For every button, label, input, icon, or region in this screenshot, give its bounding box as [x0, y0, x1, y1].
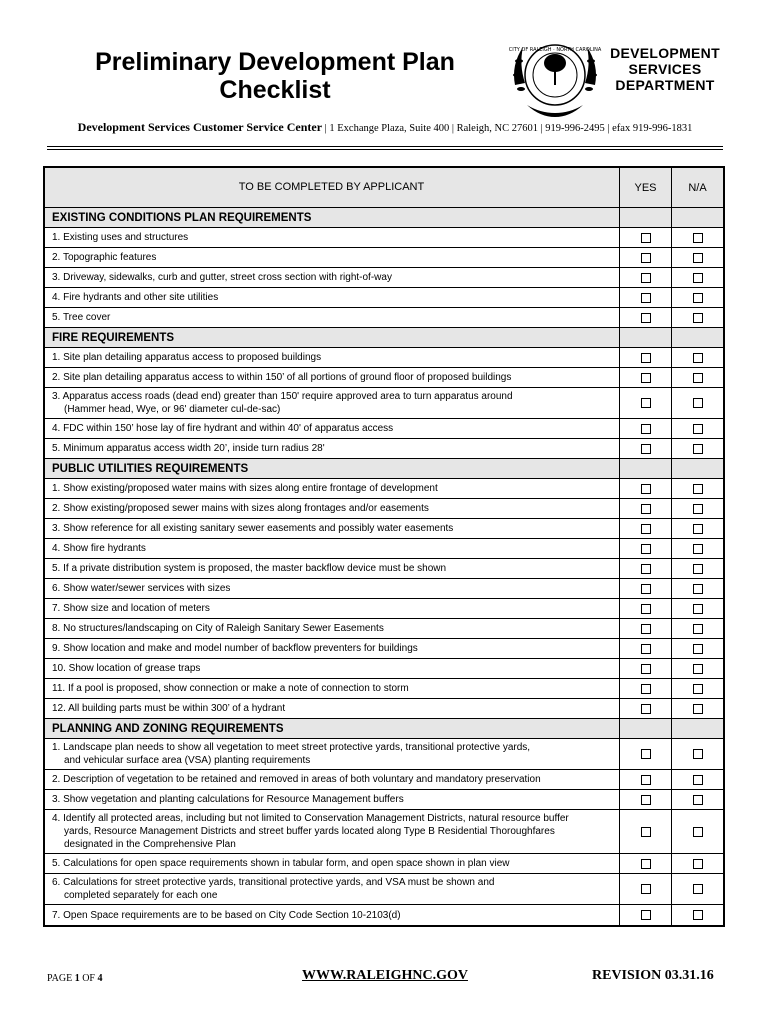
- yes-cell: [620, 439, 672, 458]
- item-text: 1. Existing uses and structures: [52, 232, 189, 243]
- item-text: 4. FDC within 150’ hose lay of fire hydrant and within 40' of apparatus access: [52, 423, 394, 434]
- yes-checkbox[interactable]: [641, 704, 651, 714]
- item-text: 7. Show size and location of meters: [52, 603, 210, 614]
- item-cell: [45, 499, 620, 518]
- yes-cell: [620, 559, 672, 578]
- yes-checkbox[interactable]: [641, 544, 651, 554]
- yes-checkbox[interactable]: [641, 353, 651, 363]
- na-checkbox[interactable]: [693, 444, 703, 454]
- na-checkbox[interactable]: [693, 859, 703, 869]
- na-cell: [672, 228, 723, 247]
- section-header: [45, 208, 723, 228]
- seal-text: CITY OF RALEIGH · NORTH CAROLINA: [508, 47, 602, 53]
- checklist-row: [45, 519, 723, 539]
- item-cell: [45, 599, 620, 618]
- dept-line-3: DEPARTMENT: [615, 77, 715, 93]
- department-logo: [600, 45, 730, 93]
- item-cell: [45, 639, 620, 658]
- item-text: 12. All building parts must be within 300’ of a hydrant: [52, 703, 286, 714]
- yes-cell: [620, 790, 672, 809]
- contact-info: [0, 120, 770, 135]
- checklist-row: [45, 659, 723, 679]
- yes-checkbox[interactable]: [641, 644, 651, 654]
- yes-cell: [620, 479, 672, 498]
- checklist-row: [45, 388, 723, 419]
- na-cell: [672, 388, 723, 418]
- checklist-row: [45, 854, 723, 874]
- checklist-row: [45, 539, 723, 559]
- checklist-row: [45, 619, 723, 639]
- title-line-1: Preliminary Development Plan: [95, 48, 455, 76]
- checklist-row: [45, 874, 723, 905]
- item-cell: [45, 248, 620, 267]
- na-cell: [672, 559, 723, 578]
- na-cell: [672, 874, 723, 904]
- yes-checkbox[interactable]: [641, 827, 651, 837]
- yes-cell: [620, 419, 672, 438]
- na-cell: [672, 308, 723, 327]
- checklist-row: [45, 905, 723, 925]
- section-yes-cell: [620, 208, 672, 227]
- item-cell: [45, 679, 620, 698]
- item-cell: [45, 810, 620, 853]
- header-divider: [47, 146, 723, 147]
- yes-cell: [620, 519, 672, 538]
- yes-cell: [620, 699, 672, 718]
- yes-checkbox[interactable]: [641, 604, 651, 614]
- yes-checkbox[interactable]: [641, 398, 651, 408]
- na-cell: [672, 619, 723, 638]
- item-text: 2. Site plan detailing apparatus access to within 150’ of all portions of ground floor of proposed buildings: [52, 372, 512, 383]
- checklist-row: [45, 288, 723, 308]
- header-label: TO BE COMPLETED BY APPLICANT: [45, 168, 620, 207]
- na-checkbox[interactable]: [693, 827, 703, 837]
- section-na-cell: [672, 459, 723, 478]
- na-checkbox[interactable]: [693, 795, 703, 805]
- na-cell: [672, 659, 723, 678]
- na-cell: [672, 699, 723, 718]
- na-checkbox[interactable]: [693, 564, 703, 574]
- yes-cell: [620, 679, 672, 698]
- dept-line-1: DEVELOPMENT: [610, 45, 720, 61]
- section-yes-cell: [620, 328, 672, 347]
- checklist-row: [45, 679, 723, 699]
- section-title: EXISTING CONDITIONS PLAN REQUIREMENTS: [45, 208, 620, 227]
- na-checkbox[interactable]: [693, 584, 703, 594]
- section-yes-cell: [620, 459, 672, 478]
- item-cell: [45, 348, 620, 367]
- item-text: 3. Driveway, sidewalks, curb and gutter, street cross section with right-of-way: [52, 272, 392, 283]
- item-cell: [45, 288, 620, 307]
- yes-checkbox[interactable]: [641, 313, 651, 323]
- checklist-row: [45, 419, 723, 439]
- item-text: 8. No structures/landscaping on City of Raleigh Sanitary Sewer Easements: [52, 623, 384, 634]
- checklist-row: [45, 479, 723, 499]
- item-cell: [45, 419, 620, 438]
- yes-cell: [620, 739, 672, 769]
- yes-cell: [620, 810, 672, 853]
- yes-cell: [620, 348, 672, 367]
- na-checkbox[interactable]: [693, 664, 703, 674]
- item-text: 5. Minimum apparatus access width 20’, inside turn radius 28': [52, 443, 325, 454]
- yes-checkbox[interactable]: [641, 795, 651, 805]
- na-checkbox[interactable]: [693, 233, 703, 243]
- yes-cell: [620, 854, 672, 873]
- yes-cell: [620, 874, 672, 904]
- na-checkbox[interactable]: [693, 624, 703, 634]
- section-header: [45, 459, 723, 479]
- yes-cell: [620, 268, 672, 287]
- header-yes: YES: [620, 168, 672, 207]
- item-cell: [45, 519, 620, 538]
- na-checkbox[interactable]: [693, 424, 703, 434]
- yes-checkbox[interactable]: [641, 373, 651, 383]
- yes-cell: [620, 388, 672, 418]
- na-cell: [672, 539, 723, 558]
- item-cell: [45, 579, 620, 598]
- header-na: N/A: [688, 181, 707, 194]
- na-checkbox[interactable]: [693, 504, 703, 514]
- title-line-2: Checklist: [219, 76, 331, 104]
- item-cell: [45, 479, 620, 498]
- header-divider-2: [47, 149, 723, 150]
- item-text: 6. Show water/sewer services with sizes: [52, 583, 231, 594]
- item-text: 2. Description of vegetation to be retained and removed in areas of both voluntary and mandatory preservation: [52, 774, 541, 785]
- checklist-row: [45, 699, 723, 719]
- checklist-row: [45, 368, 723, 388]
- yes-cell: [620, 599, 672, 618]
- checklist-row: [45, 599, 723, 619]
- section-header: [45, 719, 723, 739]
- yes-checkbox[interactable]: [641, 253, 651, 263]
- section-title: PUBLIC UTILITIES REQUIREMENTS: [45, 459, 620, 478]
- checklist-row: [45, 579, 723, 599]
- item-text: 3. Show vegetation and planting calculations for Resource Management buffers: [52, 794, 404, 805]
- yes-checkbox[interactable]: [641, 444, 651, 454]
- item-cell: [45, 699, 620, 718]
- item-cell: [45, 874, 620, 904]
- yes-checkbox[interactable]: [641, 749, 651, 759]
- na-cell: [672, 679, 723, 698]
- yes-cell: [620, 248, 672, 267]
- page-title: [60, 48, 490, 104]
- checklist-row: [45, 228, 723, 248]
- checklist-row: [45, 739, 723, 770]
- na-cell: [672, 248, 723, 267]
- na-cell: [672, 579, 723, 598]
- item-cell: [45, 770, 620, 789]
- checklist-row: [45, 639, 723, 659]
- na-cell: [672, 810, 723, 853]
- yes-cell: [620, 228, 672, 247]
- item-text: 7. Open Space requirements are to be based on City Code Section 10-2103(d): [52, 909, 401, 921]
- website-link[interactable]: WWW.RALEIGHNC.GOV: [302, 968, 468, 983]
- item-text: 5. Tree cover: [52, 312, 111, 323]
- na-checkbox[interactable]: [693, 373, 703, 383]
- item-cell: [45, 228, 620, 247]
- na-cell: [672, 368, 723, 387]
- item-cell: [45, 268, 620, 287]
- page-number: 1: [74, 973, 80, 984]
- yes-checkbox[interactable]: [641, 775, 651, 785]
- yes-checkbox[interactable]: [641, 859, 651, 869]
- table-header: [45, 168, 723, 208]
- na-checkbox[interactable]: [693, 273, 703, 283]
- na-cell: [672, 439, 723, 458]
- checklist-row: [45, 790, 723, 810]
- na-checkbox[interactable]: [693, 884, 703, 894]
- yes-cell: [620, 659, 672, 678]
- item-cell: [45, 559, 620, 578]
- item-text: 9. Show location and make and model number of backflow preventers for buildings: [52, 643, 418, 654]
- city-seal-logo: [505, 25, 605, 125]
- item-text: 2. Show existing/proposed sewer mains with sizes along frontages and/or easements: [52, 503, 429, 514]
- page-total: 4: [97, 973, 103, 984]
- yes-checkbox[interactable]: [641, 233, 651, 243]
- item-cell: [45, 388, 620, 418]
- checklist-row: [45, 770, 723, 790]
- yes-checkbox[interactable]: [641, 424, 651, 434]
- item-cell: [45, 308, 620, 327]
- item-text: 1. Show existing/proposed water mains with sizes along entire frontage of development: [52, 483, 438, 494]
- na-cell: [672, 348, 723, 367]
- na-checkbox[interactable]: [693, 775, 703, 785]
- yes-checkbox[interactable]: [641, 564, 651, 574]
- yes-checkbox[interactable]: [641, 524, 651, 534]
- item-text: 4. Identify all protected areas, including but not limited to Conservation Management Districts, natural resource buffer: [52, 813, 569, 824]
- yes-cell: [620, 905, 672, 925]
- yes-cell: [620, 308, 672, 327]
- section-title: PLANNING AND ZONING REQUIREMENTS: [45, 719, 620, 738]
- na-checkbox[interactable]: [693, 704, 703, 714]
- contact-details: | 1 Exchange Plaza, Suite 400 | Raleigh, NC 27601 | 919-996-2495 | efax 919-996-1831: [322, 123, 693, 134]
- checklist-row: [45, 348, 723, 368]
- section-header: [45, 328, 723, 348]
- section-na-cell: [672, 208, 723, 227]
- item-cell: [45, 739, 620, 769]
- item-text: (Hammer head, Wye, or 96' diameter cul-de-sac): [64, 404, 281, 415]
- item-text: 6. Calculations for street protective yards, transitional protective yards, and VSA must be shown and: [52, 877, 495, 888]
- item-cell: [45, 905, 620, 925]
- yes-checkbox[interactable]: [641, 293, 651, 303]
- na-cell: [672, 599, 723, 618]
- contact-center-name: Development Services Customer Service Center: [77, 120, 323, 134]
- item-text: 2. Topographic features: [52, 252, 157, 263]
- section-na-cell: [672, 719, 723, 738]
- item-text: designated in the Comprehensive Plan: [64, 839, 236, 850]
- na-cell: [672, 479, 723, 498]
- yes-cell: [620, 639, 672, 658]
- yes-cell: [620, 770, 672, 789]
- item-cell: [45, 619, 620, 638]
- checklist-row: [45, 810, 723, 854]
- item-cell: [45, 539, 620, 558]
- item-text: 1. Site plan detailing apparatus access to proposed buildings: [52, 352, 322, 363]
- checklist-row: [45, 559, 723, 579]
- item-cell: [45, 854, 620, 873]
- yes-cell: [620, 579, 672, 598]
- revision-label: REVISION 03.31.16: [592, 968, 714, 983]
- checklist-row: [45, 439, 723, 459]
- item-text: 5. If a private distribution system is proposed, the master backflow device must be shown: [52, 563, 447, 574]
- item-cell: [45, 659, 620, 678]
- na-cell: [672, 499, 723, 518]
- na-checkbox[interactable]: [693, 484, 703, 494]
- na-checkbox[interactable]: [693, 313, 703, 323]
- item-text: yards, Resource Management Districts and street buffer yards located along Type B Residential Thoroughfares: [64, 826, 555, 837]
- na-checkbox[interactable]: [693, 253, 703, 263]
- item-text: completed separately for each one: [64, 890, 218, 901]
- item-text: 3. Apparatus access roads (dead end) greater than 150' require approved area to turn apparatus around: [52, 391, 513, 402]
- yes-cell: [620, 539, 672, 558]
- na-checkbox[interactable]: [693, 684, 703, 694]
- na-checkbox[interactable]: [693, 353, 703, 363]
- na-checkbox[interactable]: [693, 524, 703, 534]
- na-cell: [672, 519, 723, 538]
- item-text: 3. Show reference for all existing sanitary sewer easements and possibly water easements: [52, 523, 454, 534]
- yes-checkbox[interactable]: [641, 910, 651, 920]
- yes-checkbox[interactable]: [641, 684, 651, 694]
- section-yes-cell: [620, 719, 672, 738]
- yes-checkbox[interactable]: [641, 504, 651, 514]
- na-cell: [672, 739, 723, 769]
- item-cell: [45, 439, 620, 458]
- item-text: 1. Landscape plan needs to show all vegetation to meet street protective yards, transitional protective yards,: [52, 742, 531, 753]
- na-cell: [672, 288, 723, 307]
- yes-checkbox[interactable]: [641, 664, 651, 674]
- section-na-cell: [672, 328, 723, 347]
- checklist-row: [45, 268, 723, 288]
- yes-checkbox[interactable]: [641, 884, 651, 894]
- na-checkbox[interactable]: [693, 644, 703, 654]
- checklist-row: [45, 248, 723, 268]
- na-checkbox[interactable]: [693, 293, 703, 303]
- na-checkbox[interactable]: [693, 544, 703, 554]
- yes-checkbox[interactable]: [641, 624, 651, 634]
- na-checkbox[interactable]: [693, 910, 703, 920]
- na-checkbox[interactable]: [693, 604, 703, 614]
- item-cell: [45, 368, 620, 387]
- item-text: 11. If a pool is proposed, show connection or make a note of connection to storm: [52, 683, 409, 694]
- yes-cell: [620, 368, 672, 387]
- item-text: 5. Calculations for open space requirements shown in tabular form, and open space shown in plan view: [52, 858, 510, 869]
- item-text: 10. Show location of grease traps: [52, 663, 201, 674]
- na-checkbox[interactable]: [693, 398, 703, 408]
- na-cell: [672, 268, 723, 287]
- na-cell: [672, 854, 723, 873]
- checklist-row: [45, 499, 723, 519]
- na-cell: [672, 770, 723, 789]
- na-cell: [672, 905, 723, 925]
- item-cell: [45, 790, 620, 809]
- page-prefix: PAGE: [47, 973, 75, 984]
- yes-cell: [620, 499, 672, 518]
- yes-checkbox[interactable]: [641, 484, 651, 494]
- na-cell: [672, 790, 723, 809]
- item-text: 4. Show fire hydrants: [52, 543, 146, 554]
- na-cell: [672, 639, 723, 658]
- item-text: 4. Fire hydrants and other site utilities: [52, 292, 219, 303]
- na-checkbox[interactable]: [693, 749, 703, 759]
- yes-checkbox[interactable]: [641, 584, 651, 594]
- section-title: FIRE REQUIREMENTS: [45, 328, 620, 347]
- item-text: and vehicular surface area (VSA) planting requirements: [64, 755, 311, 766]
- dept-line-2: SERVICES: [628, 61, 702, 77]
- yes-cell: [620, 619, 672, 638]
- yes-cell: [620, 288, 672, 307]
- checklist-table: [44, 167, 724, 926]
- checklist-row: [45, 308, 723, 328]
- yes-checkbox[interactable]: [641, 273, 651, 283]
- page-mid: OF: [79, 973, 98, 984]
- na-cell: [672, 419, 723, 438]
